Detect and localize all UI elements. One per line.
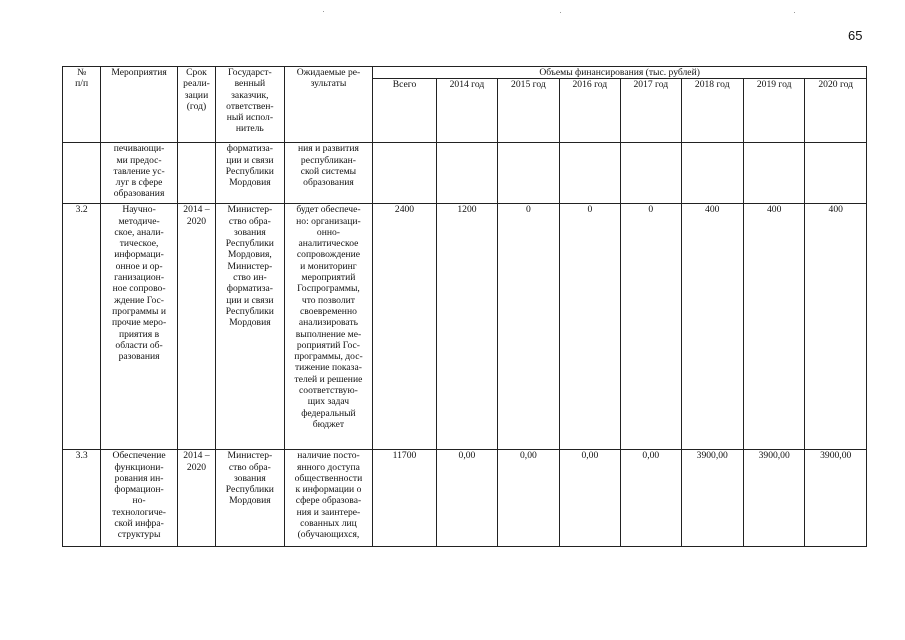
value-2016 — [559, 143, 620, 204]
header-2017: 2017 год — [621, 79, 681, 143]
row-event: Научно- методиче- ское, анали- тическое, информаци- онное и ор- ганизацион- ное сопрово- ждение Гос- программы и прочие меро- приятия в области об- разования — [101, 204, 178, 450]
row-no: 3.3 — [63, 450, 101, 547]
value-2020: 3900,00 — [805, 450, 867, 547]
scan-speck — [794, 12, 795, 13]
value-2014: 1200 — [436, 204, 497, 450]
value-total: 2400 — [373, 204, 436, 450]
row-results: будет обеспече- но: организаци- онно- аналитическое сопровождение и мониторинг мероприятий Госпрограммы, что позволит своевременно анализировать выполнение ме- роприятий Гос- программы, дос- тижение показа- телей и решение соответствую- щих задач федеральный бюджет — [284, 204, 373, 450]
value-2018 — [681, 143, 743, 204]
row-no — [63, 143, 101, 204]
table-row — [63, 204, 867, 450]
header-2016: 2016 год — [559, 79, 620, 143]
value-2015: 0,00 — [498, 450, 559, 547]
row-period: 2014 – 2020 — [177, 450, 215, 547]
value-2020 — [805, 143, 867, 204]
value-2016: 0,00 — [559, 450, 620, 547]
header-total: Всего — [373, 79, 436, 143]
row-results: наличие посто- янного доступа общественности к информации о сфере образова- ния и заинтере- сованных лиц (обучающихся, — [284, 450, 373, 547]
header-no: № п/п — [63, 67, 101, 143]
header-results: Ожидаемые ре- зультаты — [284, 67, 373, 143]
header-2014: 2014 год — [436, 79, 497, 143]
header-2015: 2015 год — [498, 79, 559, 143]
header-2018: 2018 год — [681, 79, 743, 143]
row-period — [177, 143, 215, 204]
value-2018: 3900,00 — [681, 450, 743, 547]
header-2020: 2020 год — [805, 79, 867, 143]
row-event: печивающи- ми предос- тавление ус- луг в сфере образования — [101, 143, 178, 204]
header-period: Срок реали- зации (год) — [177, 67, 215, 143]
row-results: ния и развития республикан- ской системы образования — [284, 143, 373, 204]
row-event: Обеспечение функциони- рования ин- формацион- но- технологиче- ской инфра- структуры — [101, 450, 178, 547]
page-number: 65 — [848, 28, 863, 43]
funding-table — [62, 66, 867, 547]
header-customer: Государст- венный заказчик, ответствен- ный испол- нитель — [216, 67, 285, 143]
scan-speck — [560, 12, 561, 13]
value-2019: 3900,00 — [743, 450, 804, 547]
value-2017: 0 — [621, 204, 681, 450]
value-2017 — [621, 143, 681, 204]
scan-speck — [323, 11, 324, 12]
row-period: 2014 – 2020 — [177, 204, 215, 450]
table-row — [63, 450, 867, 547]
header-funding: Объемы финансирования (тыс. рублей) — [373, 67, 867, 79]
row-no: 3.2 — [63, 204, 101, 450]
row-customer: Министер- ство обра- зования Республики Мордовия — [216, 450, 285, 547]
value-total — [373, 143, 436, 204]
value-2014: 0,00 — [436, 450, 497, 547]
value-total: 11700 — [373, 450, 436, 547]
header-2019: 2019 год — [743, 79, 804, 143]
value-2015 — [498, 143, 559, 204]
value-2020: 400 — [805, 204, 867, 450]
value-2019: 400 — [743, 204, 804, 450]
header-event: Мероприятия — [101, 67, 178, 143]
row-customer: форматиза- ции и связи Республики Мордовия — [216, 143, 285, 204]
value-2016: 0 — [559, 204, 620, 450]
value-2014 — [436, 143, 497, 204]
value-2018: 400 — [681, 204, 743, 450]
header-row-1 — [63, 67, 867, 79]
row-customer: Министер- ство обра- зования Республики Мордовия, Министер- ство ин- форматиза- ции и связи Республики Мордовия — [216, 204, 285, 450]
value-2019 — [743, 143, 804, 204]
table-row — [63, 143, 867, 204]
value-2017: 0,00 — [621, 450, 681, 547]
value-2015: 0 — [498, 204, 559, 450]
